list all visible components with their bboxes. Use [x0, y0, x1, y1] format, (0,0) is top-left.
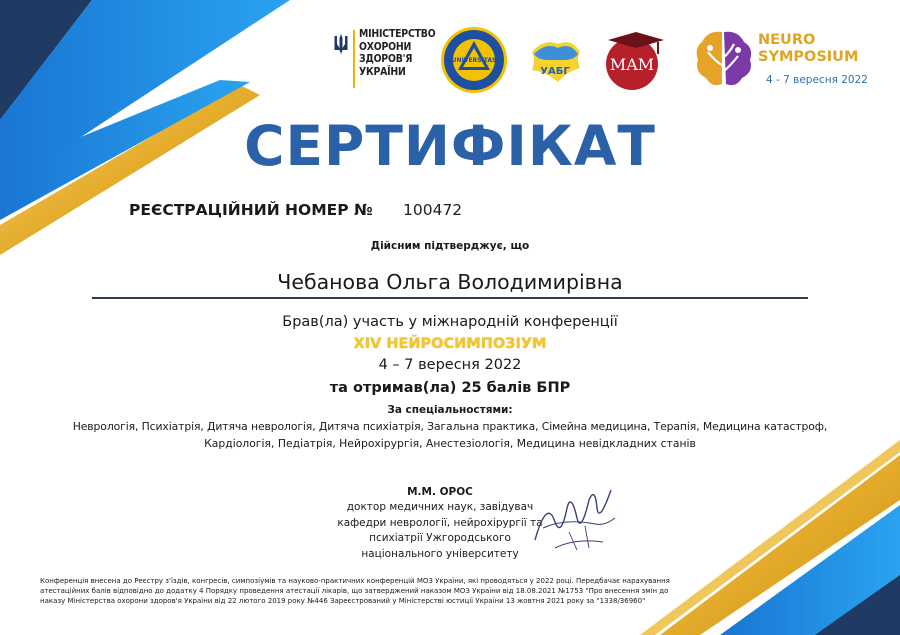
symposium-title [758, 32, 858, 66]
mam-logo-text: MAM [609, 55, 655, 74]
ministry-text [359, 28, 435, 78]
recipient-name: Чебанова Ольга Володимирівна [277, 270, 623, 294]
registration-number: 100472 [403, 201, 463, 219]
mam-logo [602, 28, 666, 92]
ministry-logo [334, 28, 436, 90]
participation-text: Брав(ла) участь у міжнародній конференції [282, 314, 618, 330]
symposium-title-line: SYMPOSIUM [758, 49, 859, 65]
trident-icon [334, 34, 348, 56]
signatory-title-line: психіатрії Ужгородського [369, 532, 511, 544]
university-logo [440, 26, 508, 94]
ministry-line: ЗДОРОВ'Я [359, 53, 413, 65]
symposium-dates: 4 - 7 вересня 2022 [766, 74, 868, 86]
registration-label: РЕЄСТРАЦІЙНИЙ НОМЕР № [129, 201, 373, 219]
legal-footnote [40, 577, 700, 606]
specialties-list: Неврологія, Психіатрія, Дитяча неврологія, Дитяча психіатрія, Загальна практика, Сімейна медицина, Терапія, Медицина катастроф, [72, 420, 828, 433]
conference-name: XIV НЕЙРОСИМПОЗІУМ [353, 336, 547, 352]
handwritten-signature [525, 478, 620, 558]
uabg-logo [524, 30, 586, 92]
ministry-line: ОХОРОНИ [359, 40, 412, 53]
uabg-logo-text: УАБГ [540, 66, 570, 77]
neuro-symposium-logo [692, 26, 868, 96]
confirmation-text: Дійсним підтверджує, що [370, 240, 530, 252]
footnote-line: Конференція внесена до Реєстру з'їздів, конгресів, симпозіумів та науково-практичних конференцій МОЗ України, які проводяться у 2022 році. Передбачає нарахування [40, 577, 670, 585]
symposium-title-line: NEURO [758, 32, 816, 48]
ministry-line: УКРАЇНИ [359, 65, 406, 78]
ministry-line: МІНІСТЕРСТВО [359, 28, 436, 40]
brain-tree-icon [692, 26, 756, 96]
signatory-title-line: кафедри неврології, нейрохірургії та [337, 516, 543, 529]
ministry-divider [353, 30, 355, 88]
signatory-title-line: доктор медичних наук, завідувач [346, 501, 534, 513]
certificate-title: СЕРТИФІКАТ [244, 114, 656, 178]
signatory-title-line: національного університету [361, 547, 519, 560]
specialties-list: Кардіологія, Педіатрія, Нейрохірургія, Анестезіологія, Медицина невідкладних станів [204, 437, 696, 450]
university-logo-text: UNIVERSITAS [451, 57, 497, 64]
footnote-line: наказу Міністерства охорони здоров'я України від 22 лютого 2019 року №446 Зареєстрований у Міністерстві юстиції України 13 жовтня 2021 року за "1338/36960" [40, 596, 646, 605]
points-awarded: та отримав(ла) 25 балів БПР [329, 380, 571, 396]
signatory-name: М.М. ОРОС [407, 486, 473, 498]
conference-dates: 4 – 7 вересня 2022 [378, 357, 522, 373]
name-underline [92, 297, 808, 299]
specialties-label: За спеціальностями: [387, 404, 513, 416]
footnote-line: атестаційних балів відповідно до додатку 4 Порядку проведення атестації лікарів, що затверджений наказом МОЗ України від 18.08.2021 №1753 "Про внесення змін до [40, 586, 669, 595]
